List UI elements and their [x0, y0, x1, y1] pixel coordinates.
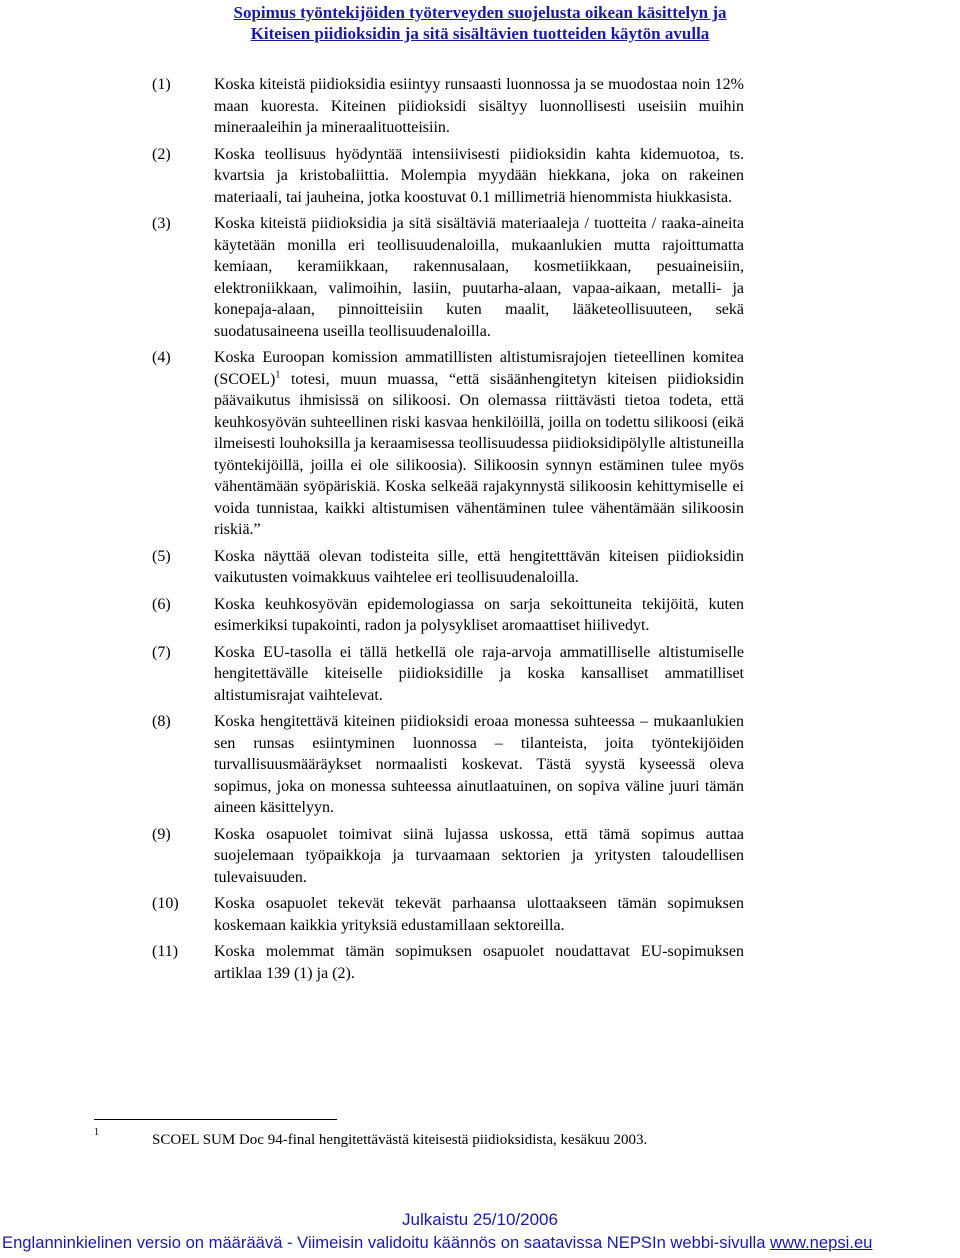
footer-notice [2, 1233, 960, 1253]
recital-text: Koska osapuolet toimivat siinä lujassa uskossa, että tämä sopimus auttaa suojelemaan työpaikkoja ja turvaamaan sektorien ja yritysten taloudellisen tulevaisuuden. [214, 825, 744, 886]
recital-7 [152, 642, 744, 707]
recital-5 [152, 546, 744, 589]
recital-6 [152, 594, 744, 637]
recital-3 [152, 213, 744, 342]
recital-text: Koska teollisuus hyödyntää intensiivisesti piidioksidin kahta kidemuotoa, ts. kvartsia ja kristobaliittia. Molempia myydään hiekkana, joka on rakeinen materiaali, tai jauheina, jotka koostuvat 0.1 millimetriä hienommista hiukkasista. [214, 145, 744, 206]
recital-number: (3) [152, 215, 171, 232]
footer-notice-text: Englanninkielinen versio on määräävä - Viimeisin validoitu käännös on saatavissa NEPSIn webbi-sivulla [2, 1233, 771, 1252]
recital-text: Koska hengitettävä kiteinen piidioksidi eroaa monessa suhteessa – mukaanlukien sen runsas esiintyminen luonnossa – tilanteista, joita työntekijöiden turvallisuusmääräykset normaalisti koskevat. Tästä syystä kyseessä oleva sopimus, joka on monessa suhteessa ainutlaatuinen, on sopiva väline juuri tämän aineen käsittelyyn. [214, 713, 744, 816]
document-title [0, 2, 960, 44]
recital-10 [152, 893, 744, 936]
recital-text [214, 347, 744, 541]
recital-text: Koska keuhkosyövän epidemologiassa on sarja sekoittuneita tekijöitä, kuten esimerkiksi tupakointi, radon ja polysykliset aromaattiset hiilivedyt. [214, 595, 744, 634]
recital-text: Koska kiteistä piidioksidia ja sitä sisältäviä materiaaleja / tuotteita / raaka-aineita käytetään monilla eri teollisuudenaloilla, mukaanlukien mutta rajoittumatta kemiaan, keramiikkaan, rakennusalaan, kosmetiikkaan, pesuaineisiin, elektroniikkaan, valimoihin, lasiin, puutarha-alaan, vapaa-aikaan, metalli- ja konepaja-alaan, pinnoitteisiin kuten maalit, lääketeollisuuteen, sekä suodatusaineena useilla teollisuudenaloilla. [214, 215, 744, 340]
footnote [94, 1128, 794, 1150]
recital-number: (6) [152, 595, 171, 613]
recital-4 [152, 347, 744, 541]
title-line-1: Sopimus työntekijöiden työterveyden suojelusta oikean käsittelyn ja [233, 3, 727, 22]
recital-number: (8) [152, 713, 171, 730]
recital-text-part-b: totesi, muun muassa, “että sisäänhengitetyn kiteisen piidioksidin päävaikutus ihmisissä on silikoosi. On olemassa riittävästi tietoa todeta, että keuhkosyövän suhteellinen riski kasvaa henkilöillä, joilla on todettu silikoosi (eikä ilmeisesti louhoksilla ja keraamisessa teollisuudessa piidioksidipölylle altistuneilla työntekijöillä, joilla ei ole silikoosia). Silikoosin synnyn estäminen tulee myös vähentämään syöpäriskiä. Koska selkeää rajakynnystä silikoosin kehittymiselle ei voida tunnistaa, kaikki altistumisen vähentäminen tulee vähentämään silikoosin riskiä.” [214, 370, 744, 538]
recital-number: (2) [152, 145, 171, 163]
recital-text: Koska kiteistä piidioksidia esiintyy runsaasti luonnossa ja se muodostaa noin 12% maan kuoresta. Kiteinen piidioksidi sisältyy luonnollisesti useisiin muihin mineraaleihin ja mineraalituotteisiin. [214, 76, 744, 136]
footnote-number: 1 [94, 1127, 99, 1138]
title-line-2: Kiteisen piidioksidin ja sitä sisältävien tuotteiden käytön avulla [250, 24, 710, 43]
recital-9 [152, 824, 744, 889]
recital-text: Koska EU-tasolla ei tällä hetkellä ole raja-arvoja ammatilliselle altistumiselle hengitettävälle kiteiselle piidioksidille ja koska kansalliset ammatilliset altistumisrajat vaihtelevat. [214, 643, 744, 704]
recitals-list [152, 74, 744, 989]
recital-text: Koska osapuolet tekevät tekevät parhaansa ulottaakseen tämän sopimuksen koskemaan kaikkia yrityksiä edustamillaan sektoreilla. [214, 895, 744, 934]
publication-date: Julkaistu 25/10/2006 [402, 1210, 558, 1229]
footnote-reference: 1 [275, 369, 281, 381]
recital-number: (9) [152, 825, 171, 843]
recital-text: Koska näyttää olevan todisteita sille, että hengitetttävän kiteisen piidioksidin vaikutusten voimakkuus vaihtelee eri teollisuudenaloilla. [214, 547, 744, 586]
footnote-text: SCOEL SUM Doc 94-final hengitettävästä kiteisestä piidioksidista, kesäkuu 2003. [152, 1132, 648, 1148]
recital-1 [152, 74, 744, 139]
recital-number: (5) [152, 547, 171, 565]
recital-number: (1) [152, 76, 171, 93]
recital-text: Koska molemmat tämän sopimuksen osapuolet noudattavat EU-sopimuksen artiklaa 139 (1) ja (2). [214, 943, 744, 982]
nepsi-website-link[interactable]: www.nepsi.eu [770, 1233, 873, 1252]
recital-text-part-a: Koska Euroopan komission ammatillisten altistumisrajojen tieteellinen komitea (SCOEL) [214, 349, 744, 388]
recital-11 [152, 941, 744, 984]
recital-number: (11) [152, 943, 179, 960]
recital-2 [152, 144, 744, 209]
recital-number: (7) [152, 643, 171, 661]
footnote-separator [94, 1119, 337, 1120]
recital-8 [152, 711, 744, 819]
recital-number: (4) [152, 349, 171, 366]
recital-number: (10) [152, 895, 179, 912]
